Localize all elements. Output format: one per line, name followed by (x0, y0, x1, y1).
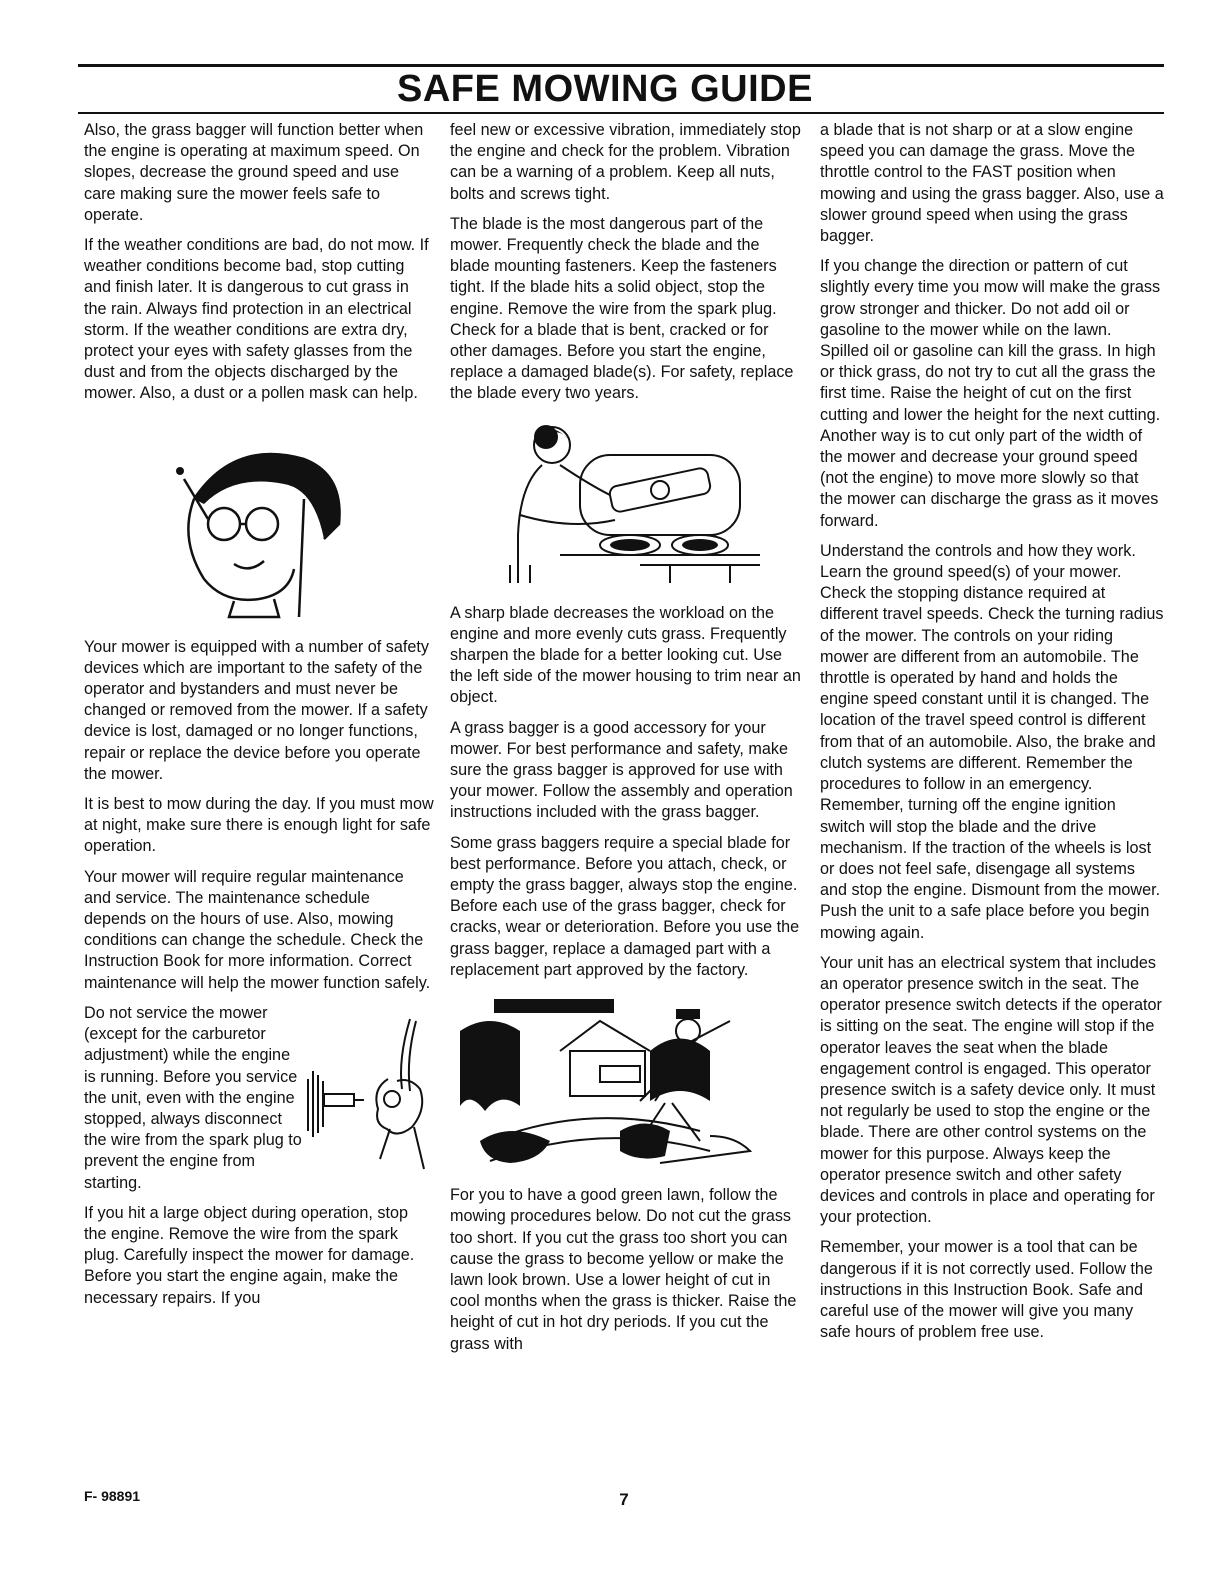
paragraph: a blade that is not sharp or at a slow engine speed you can damage the grass. Move the throttle control to the FAST position when mowing and using the grass bagger. Also, use a slower ground speed when using the grass bagger. (820, 121, 1164, 246)
paragraph: A sharp blade decreases the workload on the engine and more evenly cuts grass. Frequently sharpen the blade for a better looking cut. Use the left side of the mower housing to trim near an object. (450, 603, 801, 707)
paragraph: It is best to mow during the day. If you must mow at night, make sure there is enough light for safe operation. (84, 795, 434, 856)
paragraph: Your mower is equipped with a number of safety devices which are important to the safety of the operator and bystanders and must never be changed or removed from the mower. If a safety device is lost, damaged or no longer functions, repair or replace the device before you operate the mower. (84, 637, 429, 783)
paragraph: Remember, your mower is a tool that can be dangerous if it is not correctly used. Follow the instructions in this Instruction Book. Safe and careful use of the mower will give you many safe hours of problem free use. (820, 1238, 1153, 1342)
paragraph: Understand the controls and how they work. Learn the ground speed(s) of your mower. Check the stopping distance required at different travel speeds. Check the turning radius of the mower. The controls on your riding mower are different from an automobile. The throttle is operated by hand and holds the engine speed constant until it is changed. The location of the travel speed control is different from that of an automobile. Also, the brake and clutch systems are different. Remember the procedures to follow in an emergency. Remember, turning off the engine ignition switch will stop the blade and the drive mechanism. If the traction of the wheels is lost or does not feel safe, disengage all systems and stop the engine. Dismount from the mower. Push the unit to a safe place before you begin mowing again. (820, 541, 1164, 942)
paragraph: Also, the grass bagger will function better when the engine is operating at maximum speed. On slopes, decrease the ground speed and use care making sure the mower feels safe to operate. (84, 121, 424, 224)
spark-plug-wire-illustration (302, 999, 432, 1199)
person-mowing-lawn-illustration (450, 991, 802, 1177)
paragraph: If you hit a large object during operation, stop the engine. Remove the wire from the spark plug. Carefully inspect the mower for damage. Before you start the engine again, make the necessary repairs. If you (84, 1203, 415, 1307)
column-3 (820, 120, 1164, 1352)
column-1 (84, 120, 434, 1318)
paragraph: A grass bagger is a good accessory for your mower. For best performance and safety, make sure the grass bagger is approved for use with your mower. Follow the assembly and operation instructions included with the grass bagger. (450, 718, 793, 822)
man-inspecting-blade-illustration (450, 415, 802, 587)
paragraph: If the weather conditions are bad, do not mow. If weather conditions become bad, stop cutting and finish later. It is dangerous to cut grass in the rain. Always find protection in an electrical storm. If the weather conditions are extra dry, protect your eyes with safety glasses from the dust and from the objects discharged by the mower. Also, a dust or a pollen mask can help. (84, 236, 429, 403)
man-with-safety-glasses-illustration (84, 429, 434, 619)
paragraph: Some grass baggers require a special blade for best performance. Before you attach, check, or empty the grass bagger, always stop the engine. Before each use of the grass bagger, check for cracks, wear or deterioration. Before you use the grass bagger, replace a damaged part with a replacement part approved by the factory. (450, 833, 800, 979)
paragraph: feel new or excessive vibration, immediately stop the engine and check for the problem. Vibration can be a warning of a problem. Keep all nuts, bolts and screws tight. (450, 121, 801, 203)
paragraph: Your unit has an electrical system that includes an operator presence switch in the seat. The operator presence switch detects if the operator is sitting on the seat. The engine will stop if the operator leaves the seat when the blade engagement control is engaged. This operator presence switch is a safety device only. It must not regularly be used to stop the engine or the blade. There are other control systems on the mower for this purpose. Always keep the operator presence switch and other safety devices and controls in place and operating for your protection. (820, 953, 1162, 1227)
header-rule-bottom (78, 112, 1164, 114)
paragraph: Do not service the mower (except for the carburetor adjustment) while the engine is running. Before you service the unit, even with the engine stopped, always disconnect the wire from the spark plug to prevent the engine from starting. (84, 1003, 302, 1192)
paragraph: If you change the direction or pattern of cut slightly every time you mow will make the grass grow stronger and thicker. Do not add oil or gasoline to the mower while on the lawn. Spilled oil or gasoline can kill the grass. In high or thick grass, do not try to cut all the grass the first time. Raise the height of cut on the first cutting and lower the height for the next cutting. Another way is to cut only part of the width of the mower and decrease your ground speed (not the engine) to move more slowly so that the mower can discharge the grass as it moves forward. (820, 257, 1161, 530)
column-2 (450, 120, 802, 1364)
paragraph: The blade is the most dangerous part of the mower. Frequently check the blade and the blade mounting fasteners. Keep the fasteners tight. If the blade hits a solid object, stop the engine. Remove the wire from the spark plug. Check for a blade that is bent, cracked or for other damages. Before you start the engine, replace a damaged blade(s). For safety, replace the blade every two years. (450, 214, 794, 403)
page-title: SAFE MOWING GUIDE (397, 68, 813, 110)
paragraph: For you to have a good green lawn, follow the mowing procedures below. Do not cut the grass too short. If you cut the grass too short you can cause the grass to become yellow or make the lawn look brown. Use a lower height of cut in cool months when the grass is thicker. Raise the height of cut in hot dry periods. If you cut the grass with (450, 1186, 797, 1353)
page-number: 7 (619, 1490, 629, 1509)
document-code: F- 98891 (84, 1488, 141, 1504)
paragraph: Your mower will require regular maintenance and service. The maintenance schedule depends on the hours of use. Also, mowing conditions can change the schedule. Check the Instruction Book for more information. Correct maintenance will help the mower function safely. (84, 867, 431, 992)
service-warning-block (84, 1003, 434, 1203)
